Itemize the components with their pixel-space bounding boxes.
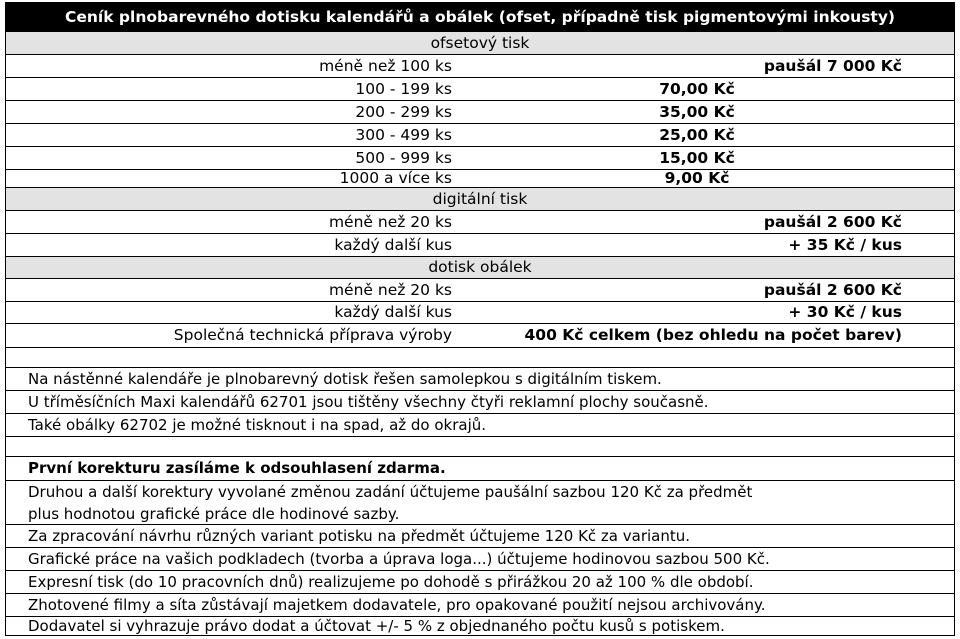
price-row: [6, 279, 954, 302]
price-row: [6, 147, 954, 170]
row-label: Společná technická příprava výroby: [173, 326, 452, 344]
section-ofset: ofsetový tisk: [6, 32, 954, 55]
row-value: 70,00 Kč: [659, 80, 735, 98]
row-label: 300 - 499 ks: [355, 126, 452, 144]
row-value: 15,00 Kč: [659, 149, 735, 167]
note-line: Dodavatel si vyhrazuje právo dodat a účtovat +/- 5 % z objednaného počtu kusů s potiskem.: [28, 617, 725, 635]
row-label: méně než 20 ks: [328, 281, 452, 299]
row-value: paušál 2 600 Kč: [763, 213, 902, 231]
price-row: [6, 324, 954, 348]
row-label: méně než 20 ks: [328, 213, 452, 231]
section-digital: digitální tisk: [6, 188, 954, 211]
price-row: [6, 170, 954, 188]
row-value: 9,00 Kč: [664, 169, 730, 187]
note-line: Na nástěnné kalendáře je plnobarevný dotisk řešen samolepkou s digitálním tiskem.: [6, 368, 954, 391]
row-label: 500 - 999 ks: [355, 149, 452, 167]
row-value: 35,00 Kč: [659, 103, 735, 121]
section-envelopes: dotisk obálek: [6, 257, 954, 279]
note-line: Grafické práce na vašich podkladech (tvorba a úprava loga...) účtujeme hodinovou sazbou 500 Kč.: [6, 548, 954, 571]
price-row: [6, 124, 954, 147]
note-line: Druhou a další korektury vyvolané změnou zadání účtujeme paušální sazbou 120 Kč za předmět: [28, 483, 753, 501]
price-row: [6, 78, 954, 101]
price-row: [6, 55, 954, 78]
row-value: 400 Kč celkem (bez ohledu na počet barev): [524, 326, 902, 344]
row-label: 100 - 199 ks: [355, 80, 452, 98]
note-line: plus hodnotou grafické práce dle hodinové sazby.: [6, 504, 954, 525]
row-label: každý další kus: [334, 236, 452, 254]
price-row: [6, 234, 954, 257]
row-label: každý další kus: [334, 303, 452, 321]
row-value: 25,00 Kč: [659, 126, 735, 144]
blank-row: [6, 348, 954, 368]
row-label: 1000 a více ks: [339, 169, 452, 187]
row-value: paušál 2 600 Kč: [763, 281, 902, 299]
note-line: Za zpracování návrhu různých variant potisku na předmět účtujeme 120 Kč za variantu.: [6, 525, 954, 548]
price-row: [6, 211, 954, 234]
row-value: paušál 7 000 Kč: [763, 57, 902, 75]
blank-row: [6, 437, 954, 457]
note-line: Expresní tisk (do 10 pracovních dnů) realizujeme po dohodě s přirážkou 20 až 100 % dle období.: [6, 571, 954, 594]
price-row: [6, 101, 954, 124]
sheet-title: Ceník plnobarevného dotisku kalendářů a obálek (ofset, případně tisk pigmentovými inkousty): [6, 3, 954, 32]
row-value: + 35 Kč / kus: [788, 236, 902, 254]
note-line: Zhotovené filmy a síta zůstávají majetkem dodavatele, pro opakované použití nejsou archivovány.: [6, 594, 954, 617]
row-label: 200 - 299 ks: [355, 103, 452, 121]
row-value: + 30 Kč / kus: [788, 303, 902, 321]
price-sheet: [5, 2, 955, 636]
price-row: [6, 302, 954, 324]
row-label: méně než 100 ks: [319, 57, 452, 75]
note-line: Také obálky 62702 je možné tisknout i na spad, až do okrajů.: [6, 414, 954, 437]
note-line: U tříměsíčních Maxi kalendářů 62701 jsou tištěny všechny čtyři reklamní plochy současně.: [6, 391, 954, 414]
note-line-bold: První korekturu zasíláme k odsouhlasení zdarma.: [6, 457, 954, 481]
